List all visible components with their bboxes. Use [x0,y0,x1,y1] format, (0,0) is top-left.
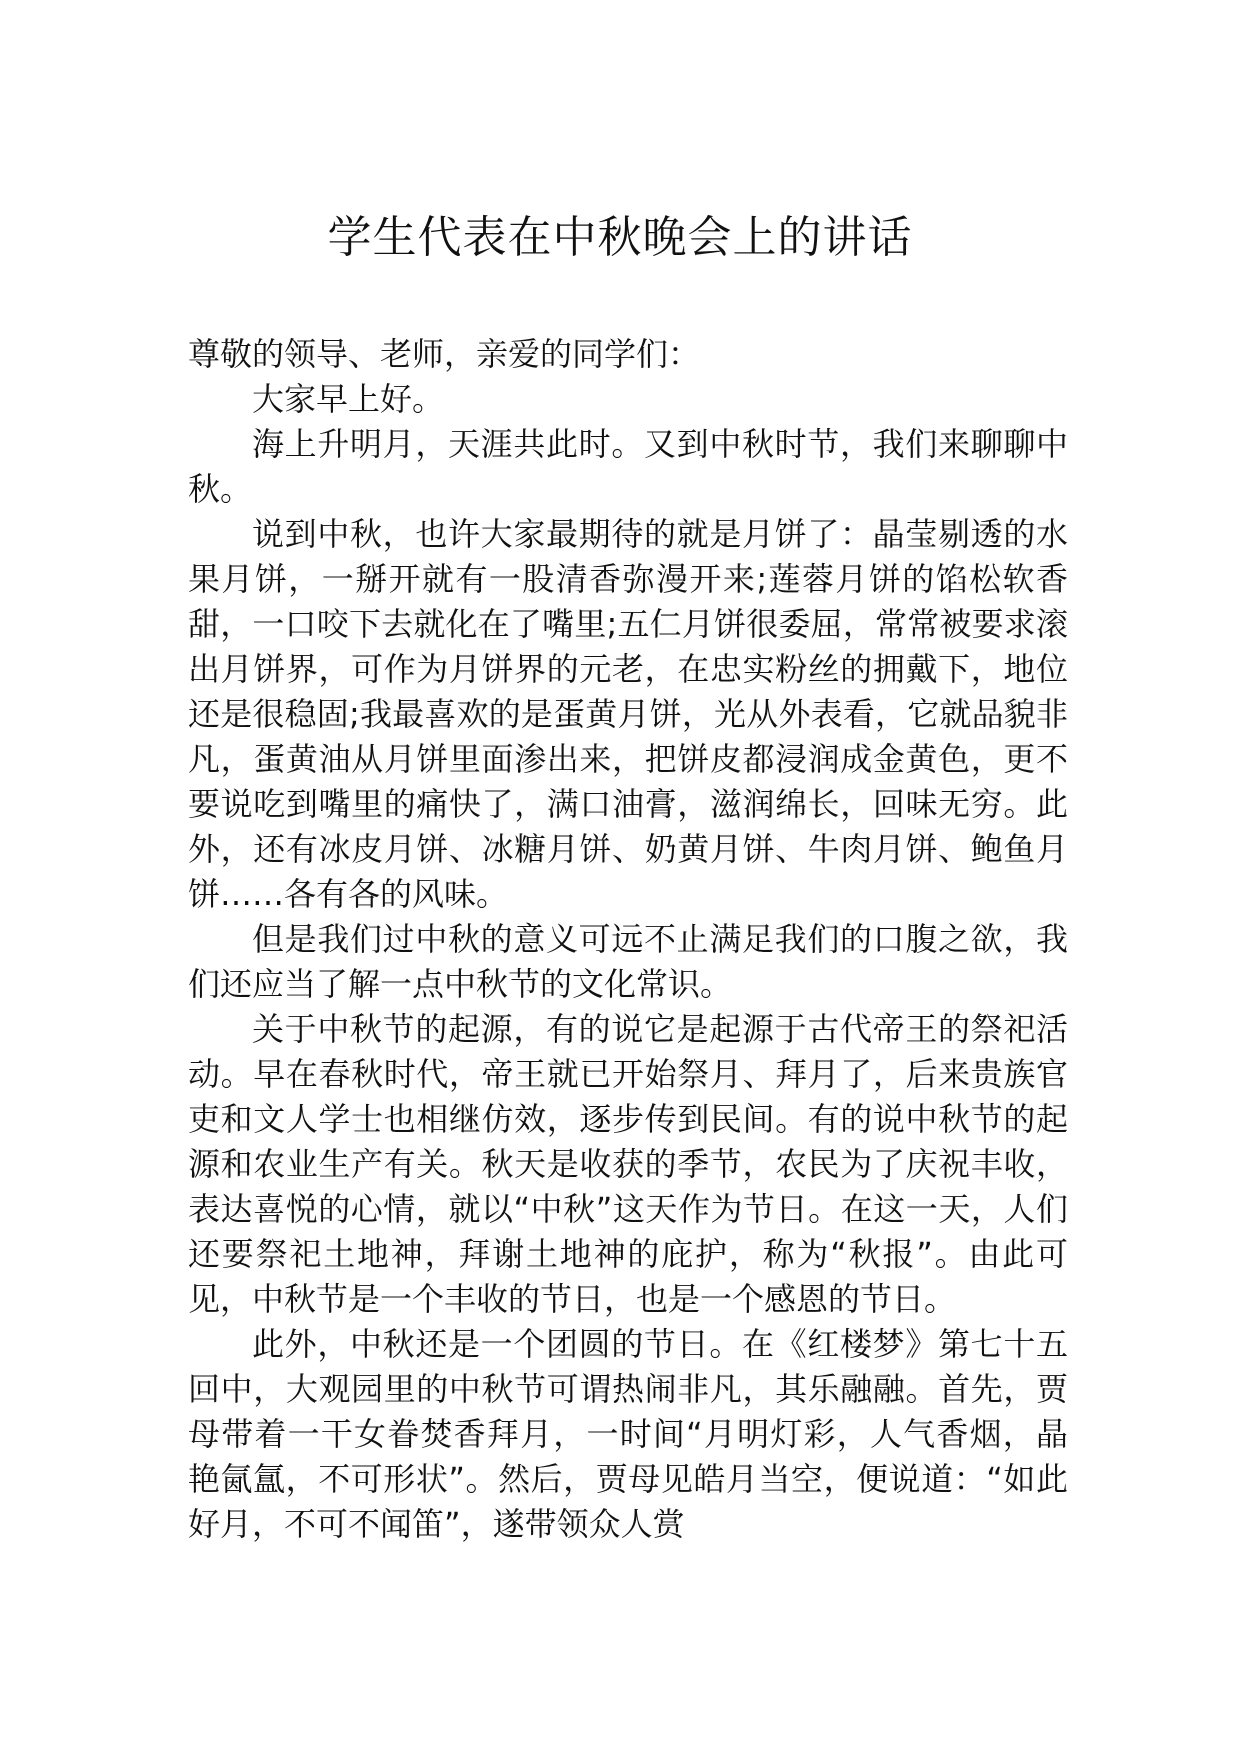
paragraph-mooncakes: 说到中秋，也许大家最期待的就是月饼了：晶莹剔透的水果月饼，一掰开就有一股清香弥漫开来;莲蓉月饼的馅松软香甜，一口咬下去就化在了嘴里;五仁月饼很委屈，常常被要求滚出月饼界，可作为月饼界的元老，在忠实粉丝的拥戴下，地位还是很稳固;我最喜欢的是蛋黄月饼，光从外表看，它就品貌非凡，蛋黄油从月饼里面渗出来，把饼皮都浸润成金黄色，更不要说吃到嘴里的痛快了，满口油膏，滋润绵长，回味无穷。此外，还有冰皮月饼、冰糖月饼、奶黄月饼、牛肉月饼、鲍鱼月饼……各有各的风味。 [188,515,1068,913]
paragraph-origin: 关于中秋节的起源，有的说它是起源于古代帝王的祭祀活动。早在春秋时代，帝王就已开始祭月、拜月了，后来贵族官吏和文人学士也相继仿效，逐步传到民间。有的说中秋节的起源和农业生产有关。秋天是收获的季节，农民为了庆祝丰收，表达喜悦的心情，就以“中秋”这天作为节日。在这一天，人们还要祭祀土地神，拜谢土地神的庇护，称为“秋报”。由此可见，中秋节是一个丰收的节日，也是一个感恩的节日。 [188,1010,1068,1318]
paragraph-intro: 海上升明月，天涯共此时。又到中秋时节，我们来聊聊中秋。 [188,425,1068,508]
document-body [188,332,1068,1547]
salutation: 尊敬的领导、老师，亲爱的同学们： [188,335,701,373]
paragraph-greeting: 大家早上好。 [252,380,445,418]
paragraph-meaning: 但是我们过中秋的意义可远不止满足我们的口腹之欲，我们还应当了解一点中秋节的文化常识。 [188,920,1068,1003]
document-title: 学生代表在中秋晚会上的讲话 [327,212,913,263]
paragraph-reunion: 此外，中秋还是一个团圆的节日。在《红楼梦》第七十五回中，大观园里的中秋节可谓热闹非凡，其乐融融。首先，贾母带着一干女眷焚香拜月，一时间“月明灯彩，人气香烟，晶艳氤氲，不可形状”。然后，贾母见皓月当空，便说道：“如此好月，不可不闻笛”，遂带领众人赏 [188,1325,1068,1543]
